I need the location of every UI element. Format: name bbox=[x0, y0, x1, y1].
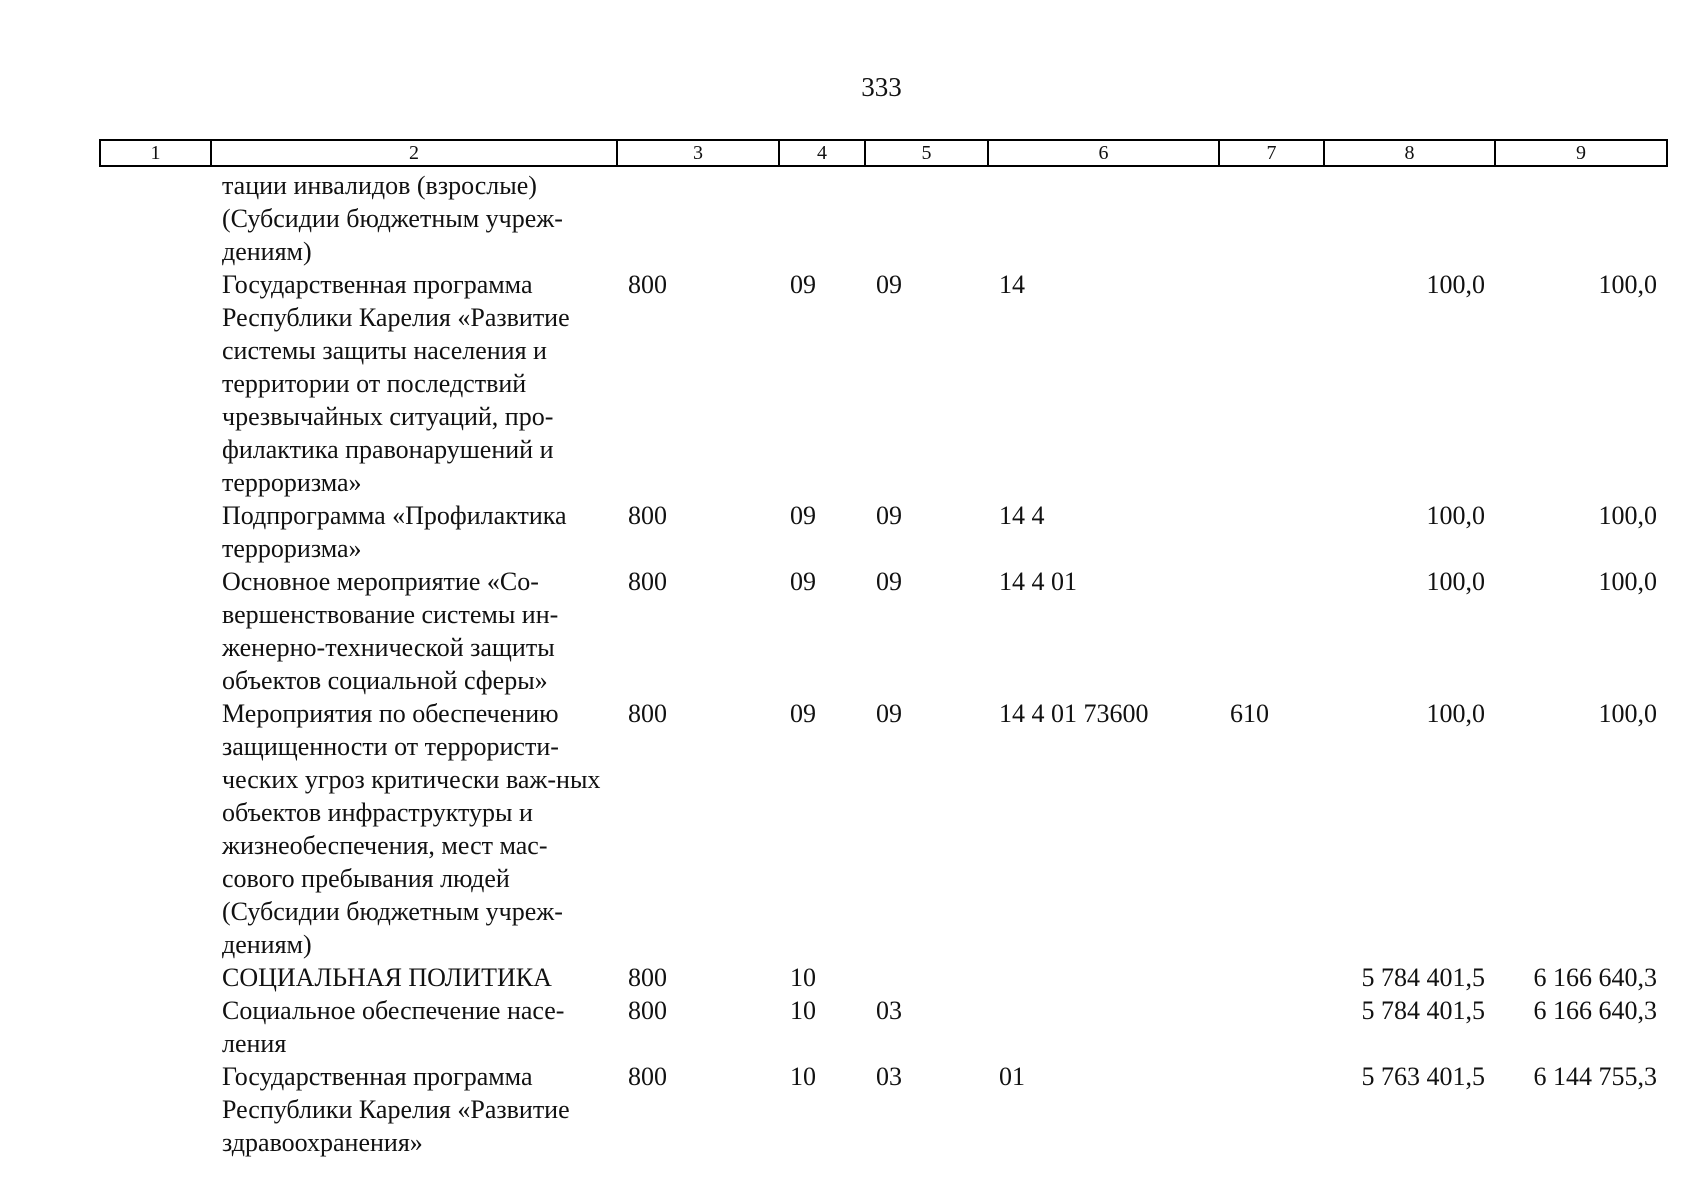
item-name-cell: СОЦИАЛЬНАЯ ПОЛИТИКА bbox=[222, 963, 552, 992]
amount-year-1-cell: 100,0 bbox=[1426, 699, 1485, 728]
target-article-cell bbox=[988, 994, 1219, 1060]
amount-year-1-cell: 5 784 401,5 bbox=[1361, 996, 1485, 1025]
ministry-code-cell: 800 bbox=[628, 1062, 667, 1091]
ministry-code-cell bbox=[617, 166, 779, 268]
column-header-2: 2 bbox=[211, 140, 617, 166]
column-header-1: 1 bbox=[100, 140, 211, 166]
row-number-cell bbox=[100, 994, 211, 1060]
subsection-code-cell: 09 bbox=[876, 501, 902, 530]
amount-year-2-cell: 6 166 640,3 bbox=[1533, 963, 1657, 992]
column-header-4: 4 bbox=[779, 140, 865, 166]
column-header-8: 8 bbox=[1324, 140, 1495, 166]
row-number-cell bbox=[100, 268, 211, 499]
expense-type-cell bbox=[1219, 565, 1324, 697]
item-name-cell: Мероприятия по обеспечению защищенности от террористи-ческих угроз критически важ-ных объектов инфраструктуры и жизнеобеспечения, мест мас-сового пребывания людей (Субсидии бюджетным учреж-дениям) bbox=[222, 699, 601, 959]
amount-year-2-cell: 100,0 bbox=[1598, 270, 1657, 299]
subsection-code-cell: 09 bbox=[876, 699, 902, 728]
target-article-cell: 14 4 bbox=[999, 501, 1045, 530]
page-number: 333 bbox=[861, 72, 902, 102]
expense-type-cell bbox=[1219, 994, 1324, 1060]
row-number-cell bbox=[100, 697, 211, 961]
section-code-cell: 09 bbox=[790, 567, 816, 596]
amount-year-1-cell bbox=[1324, 166, 1495, 268]
subsection-code-cell: 09 bbox=[876, 567, 902, 596]
table-row bbox=[100, 994, 1667, 1060]
column-header-6: 6 bbox=[988, 140, 1219, 166]
subsection-code-cell: 03 bbox=[876, 1062, 902, 1091]
target-article-cell bbox=[988, 166, 1219, 268]
item-name-cell: Подпрограмма «Профилактика терроризма» bbox=[222, 501, 567, 563]
column-number-header bbox=[100, 140, 1667, 166]
column-header-3: 3 bbox=[617, 140, 779, 166]
table-row bbox=[100, 961, 1667, 994]
ministry-code-cell: 800 bbox=[628, 963, 667, 992]
expense-type-cell bbox=[1219, 268, 1324, 499]
table-row bbox=[100, 499, 1667, 565]
expense-type-cell bbox=[1219, 499, 1324, 565]
ministry-code-cell: 800 bbox=[628, 567, 667, 596]
section-code-cell bbox=[779, 166, 865, 268]
amount-year-1-cell: 100,0 bbox=[1426, 501, 1485, 530]
ministry-code-cell: 800 bbox=[628, 270, 667, 299]
row-number-cell bbox=[100, 499, 211, 565]
expense-type-cell bbox=[1219, 166, 1324, 268]
amount-year-2-cell bbox=[1495, 166, 1667, 268]
item-name-cell: Государственная программа Республики Карелия «Развитие системы защиты населения и территории от последствий чрезвычайных ситуаций, про-филактика правонарушений и терроризма» bbox=[222, 270, 570, 497]
item-name-cell: Основное мероприятие «Со-вершенствование системы ин-женерно-технической защиты объектов социальной сферы» bbox=[222, 567, 559, 695]
ministry-code-cell: 800 bbox=[628, 501, 667, 530]
item-name-cell: Социальное обеспечение насе-ления bbox=[222, 996, 565, 1058]
target-article-cell: 14 4 01 73600 bbox=[999, 699, 1149, 728]
table-row bbox=[100, 1060, 1667, 1159]
amount-year-2-cell: 100,0 bbox=[1598, 699, 1657, 728]
table-row bbox=[100, 268, 1667, 499]
expense-type-cell bbox=[1219, 961, 1324, 994]
section-code-cell: 09 bbox=[790, 699, 816, 728]
section-code-cell: 09 bbox=[790, 501, 816, 530]
amount-year-2-cell: 100,0 bbox=[1598, 567, 1657, 596]
target-article-cell: 01 bbox=[999, 1062, 1025, 1091]
column-header-5: 5 bbox=[865, 140, 988, 166]
subsection-code-cell: 09 bbox=[876, 270, 902, 299]
table-row bbox=[100, 697, 1667, 961]
subsection-code-cell bbox=[865, 961, 988, 994]
amount-year-2-cell: 100,0 bbox=[1598, 501, 1657, 530]
expense-type-cell: 610 bbox=[1230, 699, 1269, 728]
section-code-cell: 10 bbox=[790, 1062, 816, 1091]
amount-year-1-cell: 100,0 bbox=[1426, 567, 1485, 596]
column-header-7: 7 bbox=[1219, 140, 1324, 166]
row-number-cell bbox=[100, 565, 211, 697]
target-article-cell: 14 4 01 bbox=[999, 567, 1077, 596]
ministry-code-cell: 800 bbox=[628, 699, 667, 728]
expense-type-cell bbox=[1219, 1060, 1324, 1159]
amount-year-2-cell: 6 166 640,3 bbox=[1533, 996, 1657, 1025]
item-name-cell: Государственная программа Республики Карелия «Развитие здравоохранения» bbox=[222, 1062, 570, 1157]
row-number-cell bbox=[100, 961, 211, 994]
subsection-code-cell: 03 bbox=[876, 996, 902, 1025]
column-header-9: 9 bbox=[1495, 140, 1667, 166]
target-article-cell bbox=[988, 961, 1219, 994]
subsection-code-cell bbox=[865, 166, 988, 268]
section-code-cell: 10 bbox=[790, 963, 816, 992]
table-row bbox=[100, 565, 1667, 697]
target-article-cell: 14 bbox=[999, 270, 1025, 299]
budget-table bbox=[99, 139, 1668, 1159]
table-row bbox=[100, 166, 1667, 268]
amount-year-2-cell: 6 144 755,3 bbox=[1533, 1062, 1657, 1091]
item-name-cell: тации инвалидов (взрослые) (Субсидии бюджетным учреж-дениям) bbox=[222, 171, 563, 266]
row-number-cell bbox=[100, 1060, 211, 1159]
amount-year-1-cell: 100,0 bbox=[1426, 270, 1485, 299]
amount-year-1-cell: 5 784 401,5 bbox=[1361, 963, 1485, 992]
row-number-cell bbox=[100, 166, 211, 268]
amount-year-1-cell: 5 763 401,5 bbox=[1361, 1062, 1485, 1091]
ministry-code-cell: 800 bbox=[628, 996, 667, 1025]
section-code-cell: 10 bbox=[790, 996, 816, 1025]
section-code-cell: 09 bbox=[790, 270, 816, 299]
